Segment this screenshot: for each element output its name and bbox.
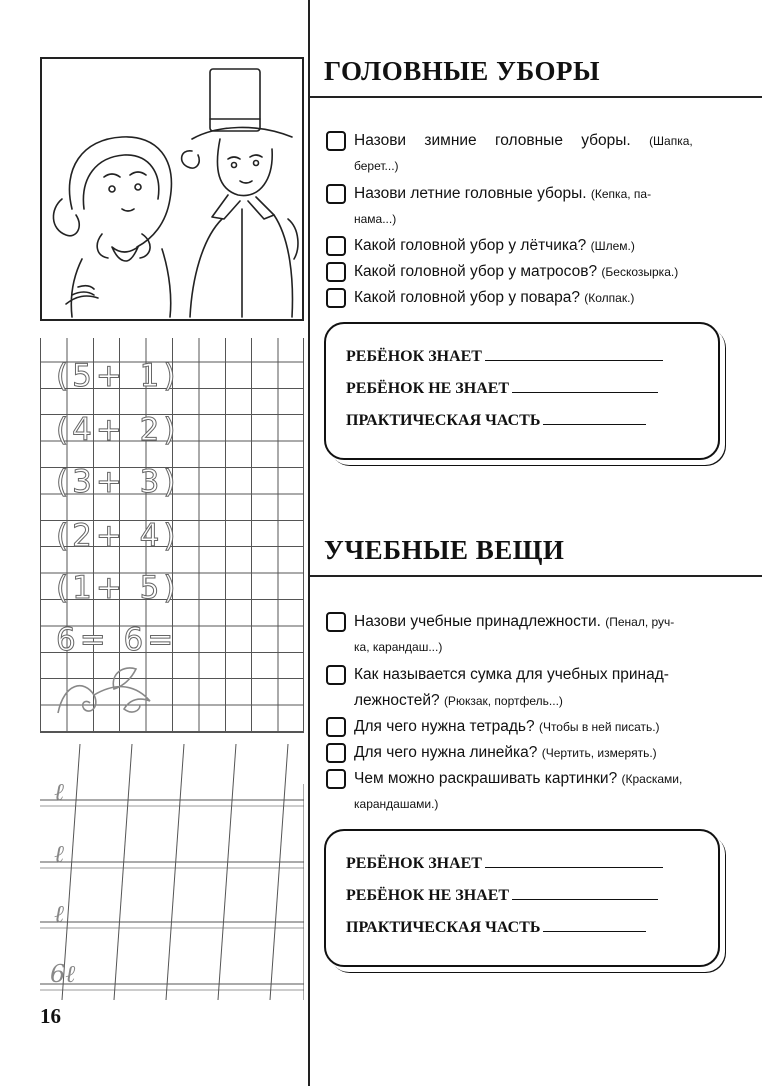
page-number: 16	[40, 1004, 61, 1028]
handwriting-sample: 6ℓ	[50, 960, 76, 988]
evaluation-box	[324, 322, 720, 460]
checkbox[interactable]	[326, 665, 346, 685]
title-rule	[308, 96, 762, 98]
math-grid	[40, 338, 304, 733]
eval-knows-label: РЕБЁНОК ЗНАЕТ	[346, 855, 482, 872]
handwriting-sample: ℓ	[54, 840, 64, 868]
eval-practice-line[interactable]	[543, 931, 646, 932]
checkbox[interactable]	[326, 236, 346, 256]
section-title-school-items: УЧЕБНЫЕ ВЕЩИ	[324, 535, 565, 565]
question-item: Какой головной убор у лётчика? (Шлем.)	[326, 233, 726, 259]
title-rule	[308, 575, 762, 577]
question-item: Назови учебные принадлежности. (Пенал, руч- ка, карандаш...)	[326, 609, 726, 659]
eval-knows-line[interactable]	[485, 360, 663, 361]
eval-knows-label: РЕБЁНОК ЗНАЕТ	[346, 348, 482, 365]
eval-knows-line[interactable]	[485, 867, 663, 868]
math-row: (5+ 1)	[56, 358, 180, 394]
evaluation-box	[324, 829, 720, 967]
question-item: Чем можно раскрашивать картинки? (Красками, карандашами.)	[326, 766, 726, 816]
eval-not-knows-label: РЕБЁНОК НЕ ЗНАЕТ	[346, 887, 510, 904]
eval-practice-line[interactable]	[543, 424, 646, 425]
math-row: 6= 6=	[56, 622, 178, 658]
math-row: (2+ 4)	[56, 518, 180, 554]
eval-not-knows-label: РЕБЁНОК НЕ ЗНАЕТ	[346, 380, 510, 397]
section-title-headwear: ГОЛОВНЫЕ УБОРЫ	[324, 56, 601, 86]
eval-not-knows-line[interactable]	[512, 899, 658, 900]
handwriting-sample: ℓ	[54, 778, 64, 806]
question-item: Для чего нужна тетрадь? (Чтобы в ней писать.)	[326, 714, 726, 740]
ornament-icon	[54, 663, 164, 723]
column-divider	[308, 0, 310, 1086]
handwriting-area	[40, 744, 304, 1000]
checkbox[interactable]	[326, 184, 346, 204]
hats-illustration	[42, 59, 302, 319]
math-row: (4+ 2)	[56, 412, 180, 448]
checkbox[interactable]	[326, 769, 346, 789]
checkbox[interactable]	[326, 262, 346, 282]
question-item: Назови зимние головные уборы. (Шапка, берет...)	[326, 128, 726, 178]
checkbox[interactable]	[326, 131, 346, 151]
eval-practice-label: ПРАКТИЧЕСКАЯ ЧАСТЬ	[346, 412, 541, 429]
handwriting-sample: ℓ	[54, 900, 64, 928]
checkbox[interactable]	[326, 612, 346, 632]
math-row: (3+ 3)	[56, 464, 180, 500]
checkbox[interactable]	[326, 743, 346, 763]
slanted-lines	[40, 744, 304, 1000]
eval-practice-label: ПРАКТИЧЕСКАЯ ЧАСТЬ	[346, 919, 541, 936]
math-row: (1+ 5)	[56, 570, 180, 606]
question-item: Какой головной убор у матросов? (Бескозырка.)	[326, 259, 726, 285]
question-item: Какой головной убор у повара? (Колпак.)	[326, 285, 726, 311]
question-item: Для чего нужна линейка? (Чертить, измерять.)	[326, 740, 726, 766]
question-item: Как называется сумка для учебных принад- лежностей? (Рюкзак, портфель...)	[326, 662, 726, 714]
checkbox[interactable]	[326, 288, 346, 308]
checkbox[interactable]	[326, 717, 346, 737]
question-item: Назови летние головные уборы. (Кепка, па- нама...)	[326, 181, 726, 231]
eval-not-knows-line[interactable]	[512, 392, 658, 393]
illustration-box	[40, 57, 304, 321]
